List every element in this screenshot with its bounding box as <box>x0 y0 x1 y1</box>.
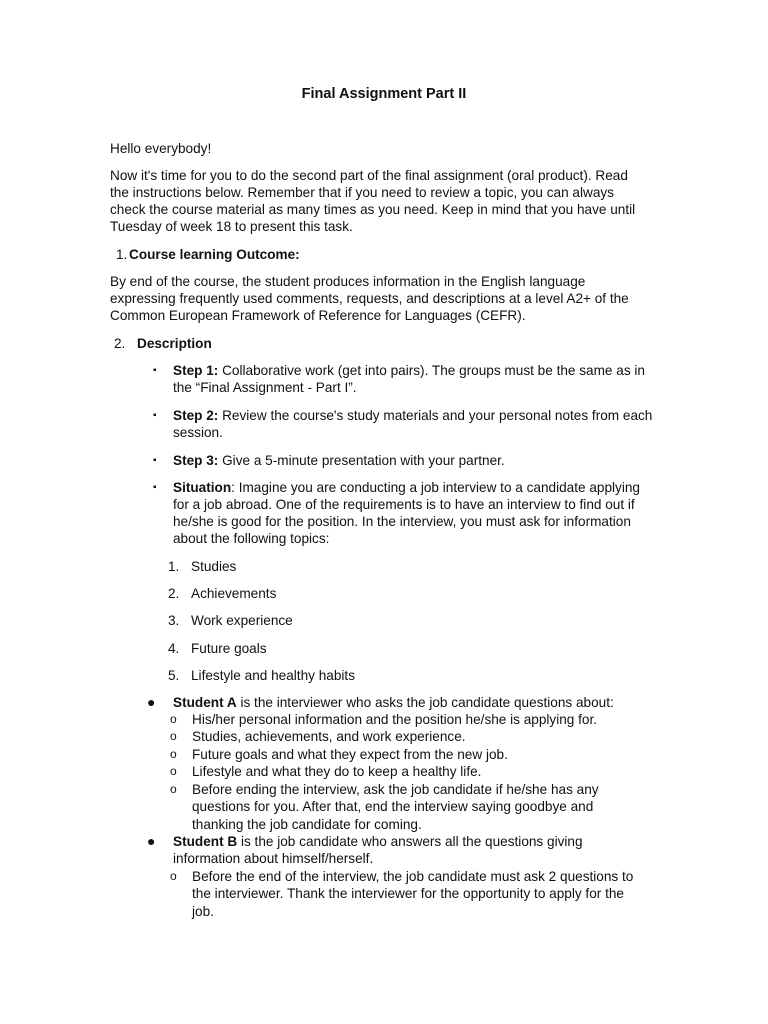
section-2-heading: Description <box>137 336 212 351</box>
section-1-line: By end of the course, the student produces information in the English language <box>110 274 586 289</box>
circle-bullet-icon: o <box>170 782 177 796</box>
circle-bullet-icon: o <box>170 729 177 743</box>
student-a-label: Student A <box>173 695 237 710</box>
student-a-item: Studies, achievements, and work experience. <box>192 729 466 744</box>
student-a-item: His/her personal information and the position he/she is applying for. <box>192 712 598 727</box>
topic-number: 1. <box>168 559 180 574</box>
section-1-line: expressing frequently used comments, requests, and descriptions at a level A2+ of the <box>110 291 629 306</box>
student-b-item: Before the end of the interview, the job candidate must ask 2 questions to <box>192 869 634 884</box>
student-a <box>173 694 614 711</box>
circle-bullet-icon: o <box>170 747 177 761</box>
situation-line: for a job abroad. One of the requirements is to have an interview to find out if <box>173 497 635 512</box>
step-1-text: Collaborative work (get into pairs). The groups must be the same as in <box>218 363 645 378</box>
section-1-line: Common European Framework of Reference for Languages (CEFR). <box>110 308 526 323</box>
topic-item: Studies <box>191 559 237 574</box>
student-b-label: Student B <box>173 834 238 849</box>
situation-text: : Imagine you are conducting a job interview to a candidate applying <box>231 480 640 495</box>
topic-item: Work experience <box>191 613 293 628</box>
greeting: Hello everybody! <box>110 141 212 156</box>
student-a-item-continued: thanking the job candidate for coming. <box>192 817 422 832</box>
student-b <box>173 833 583 850</box>
situation-label: Situation <box>173 480 232 495</box>
topic-number: 4. <box>168 641 180 656</box>
student-b-text: is the job candidate who answers all the questions giving <box>237 834 583 849</box>
circle-bullet-icon: o <box>170 869 177 883</box>
situation <box>173 479 640 496</box>
circle-bullet-icon: o <box>170 712 177 726</box>
topic-number: 3. <box>168 613 180 628</box>
student-a-item: Lifestyle and what they do to keep a healthy life. <box>192 764 482 779</box>
situation-line: about the following topics: <box>173 531 330 546</box>
step-3 <box>173 452 505 469</box>
student-a-item-continued: questions for you. After that, end the interview saying goodbye and <box>192 799 594 814</box>
student-a-item: Future goals and what they expect from the new job. <box>192 747 508 762</box>
topic-number: 5. <box>168 668 180 683</box>
square-bullet-icon: ▪ <box>153 410 157 421</box>
round-bullet-icon: ● <box>147 694 156 710</box>
topic-number: 2. <box>168 586 180 601</box>
topic-item: Lifestyle and healthy habits <box>191 668 355 683</box>
square-bullet-icon: ▪ <box>153 365 157 376</box>
square-bullet-icon: ▪ <box>153 455 157 466</box>
page-title: Final Assignment Part II <box>301 86 467 102</box>
student-a-item: Before ending the interview, ask the job candidate if he/she has any <box>192 782 599 797</box>
intro-line: Tuesday of week 18 to present this task. <box>110 219 353 234</box>
step-2-continued: session. <box>173 425 223 440</box>
step-1-label: Step 1: <box>173 363 219 378</box>
square-bullet-icon: ▪ <box>153 482 157 493</box>
section-1-number: 1. <box>116 247 128 262</box>
student-a-text: is the interviewer who asks the job candidate questions about: <box>236 695 614 710</box>
intro-line: the instructions below. Remember that if you need to review a topic, you can always <box>110 185 614 200</box>
intro-line: Now it's time for you to do the second part of the final assignment (oral product). Read <box>110 168 628 183</box>
circle-bullet-icon: o <box>170 764 177 778</box>
step-1-continued: the “Final Assignment - Part I”. <box>173 380 357 395</box>
step-2 <box>173 407 652 424</box>
round-bullet-icon: ● <box>147 833 156 849</box>
student-b-line: information about himself/herself. <box>173 851 374 866</box>
intro-line: check the course material as many times as you need. Keep in mind that you have until <box>110 202 636 217</box>
topic-item: Achievements <box>191 586 277 601</box>
situation-line: he/she is good for the position. In the interview, you must ask for information <box>173 514 631 529</box>
student-b-item-continued: the interviewer. Thank the interviewer for the opportunity to apply for the <box>192 886 624 901</box>
step-3-text: Give a 5-minute presentation with your partner. <box>218 453 505 468</box>
step-2-label: Step 2: <box>173 408 219 423</box>
section-2-number: 2. <box>114 336 126 351</box>
step-1 <box>173 362 645 379</box>
student-b-item-continued: job. <box>192 904 214 919</box>
topic-item: Future goals <box>191 641 267 656</box>
step-2-text: Review the course's study materials and your personal notes from each <box>218 408 653 423</box>
step-3-label: Step 3: <box>173 453 219 468</box>
section-1-heading: Course learning Outcome: <box>129 247 300 262</box>
